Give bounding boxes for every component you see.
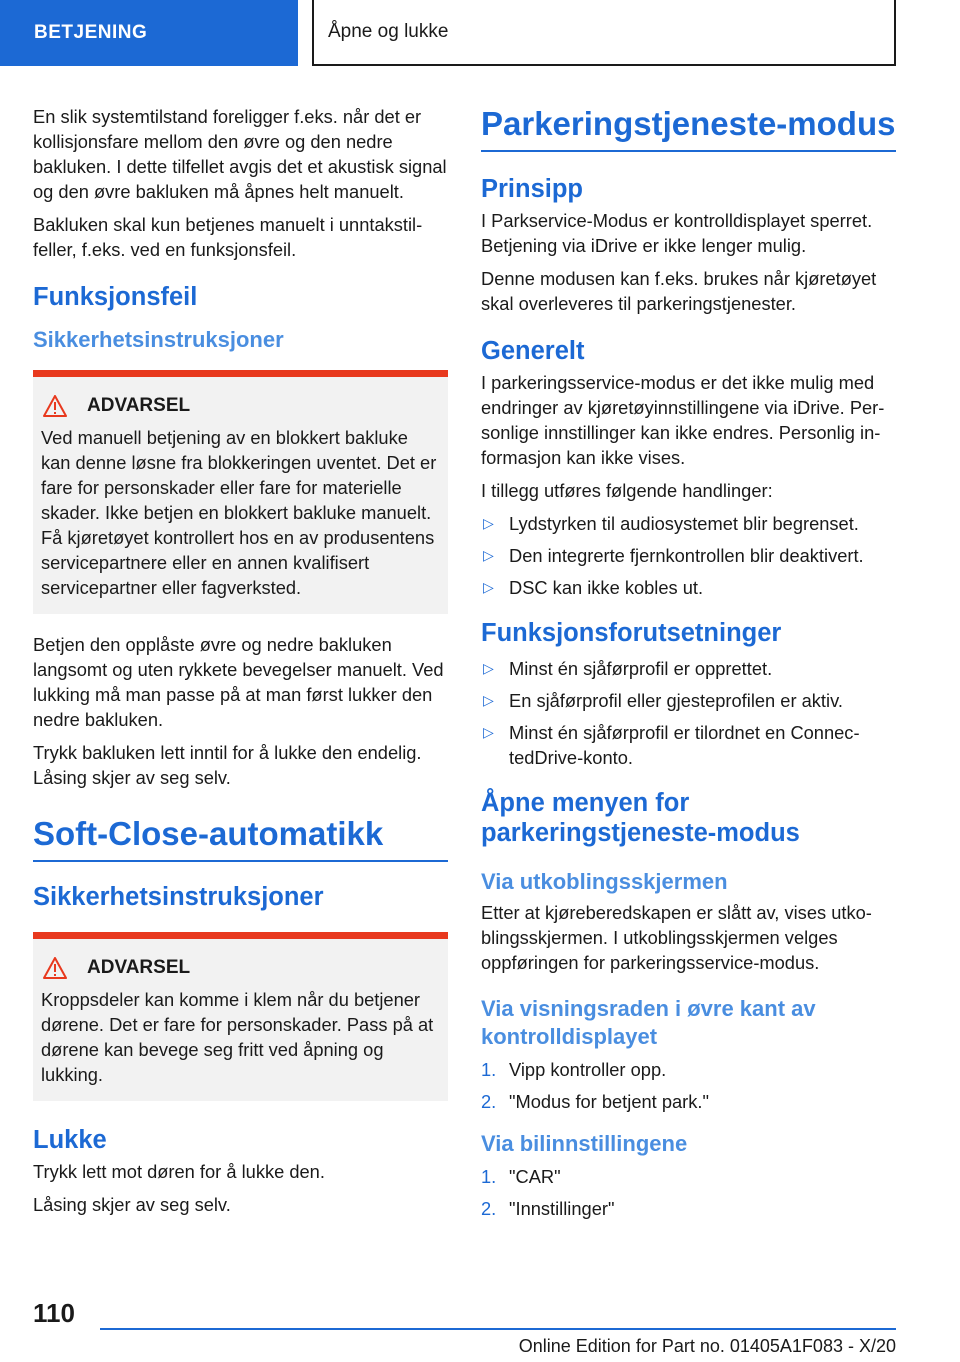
prinsipp-paragraph-1: I Parkservice-Modus er kontrolldisplayet sperret. Betjening via iDrive er ikke lenger mulig. (481, 210, 873, 256)
warning-box-2 (33, 932, 448, 1101)
warning-triangle-icon (43, 957, 67, 979)
list-item (481, 1057, 896, 1082)
step-number: 2. (481, 1198, 497, 1219)
page-number: 110 (33, 1298, 75, 1328)
section-tab: BETJENING (0, 0, 298, 66)
generelt-paragraph-2: I tillegg utføres følgende handlinger: (481, 480, 773, 501)
triangle-bullet-icon: ▷ (483, 547, 494, 563)
heading-prinsipp: Prinsipp (481, 175, 584, 203)
intro-paragraph-2: Bakluken skal kun betjenes manuelt i unntakstilfeller, f.eks. ved en funksjonsfeil. (33, 214, 423, 260)
heading-sikkerhet-1: Sikkerhetsinstruksjoner (33, 327, 284, 352)
step-text: "Innstillinger" (509, 1198, 615, 1219)
heading-funksjonsforutsetninger: Funksjonsforutsetninger (481, 619, 782, 647)
warning-triangle-icon (43, 395, 67, 417)
warning-title-2 (41, 957, 440, 979)
via-utkobling-paragraph: Etter at kjøreberedskapen er slått av, vises utkoblingsskjermen. I utkoblingsskjermen velges oppføringen for parkeringsservice-modus. (481, 902, 872, 973)
triangle-bullet-icon: ▷ (483, 724, 494, 740)
list-item-text: DSC kan ikke kobles ut. (509, 577, 704, 598)
list-item-text: Den integrerte fjernkontrollen blir deaktivert. (509, 545, 864, 566)
list-item (481, 1089, 896, 1114)
forutsetninger-list (481, 656, 896, 770)
list-item (481, 575, 896, 600)
chapter-title: Åpne og lukke (312, 0, 896, 66)
heading-parkeringstjeneste: Parkeringstjeneste-modus (481, 104, 896, 152)
generelt-paragraph-1: I parkeringsservice-modus er det ikke mulig med endringer av kjøretøyinnstillingene via iDrive. Personlige innstillinger kan ikke endres. Personlig informasjon kan ikke vises. (481, 372, 885, 468)
triangle-bullet-icon: ▷ (483, 579, 494, 595)
warning-text-2: Kroppsdeler kan komme i klem når du betjener dørene. Det er fare for personskader. Pass på at dørene kan bevege seg fritt ved åpning og lukking. (41, 989, 434, 1085)
heading-sikkerhet-2: Sikkerhetsinstruksjoner (33, 883, 324, 911)
list-item (481, 543, 896, 568)
step-number: 1. (481, 1166, 497, 1187)
triangle-bullet-icon: ▷ (483, 515, 494, 531)
generelt-list (481, 511, 896, 600)
list-item (481, 1196, 896, 1221)
lukke-paragraph-1: Trykk lett mot døren for å lukke den. (33, 1161, 325, 1182)
step-text: Vipp kontroller opp. (509, 1059, 667, 1080)
triangle-bullet-icon: ▷ (483, 692, 494, 708)
bil-steps (481, 1164, 896, 1221)
list-item (481, 511, 896, 536)
heading-generelt: Generelt (481, 337, 585, 365)
warning-title-text-1: ADVARSEL (87, 395, 191, 416)
visning-steps (481, 1057, 896, 1114)
warning-title-1 (41, 395, 440, 417)
list-item (481, 720, 896, 770)
list-item-text: Minst én sjåførprofil er opprettet. (509, 658, 773, 679)
paragraph-betjen: Betjen den opplåste øvre og nedre bakluken langsomt og uten rykkete bevegelser manuelt. Ved lukking må man passe på at man først lukker den nedre bakluken. (33, 634, 444, 730)
heading-lukke: Lukke (33, 1126, 107, 1154)
step-number: 1. (481, 1059, 497, 1080)
footer-divider (100, 1328, 896, 1330)
warning-text-1: Ved manuell betjening av en blokkert bakluke kan denne løsne fra blokkeringen uventet. Det er fare for personskader eller fare for materielle skader. Ikke betjen en blokkert bakluke manuelt. Få kjøretøyet kontrollert hos en av produsentens servicepartnere eller en annen kvalifisert servicepartner eller fagverksted. (41, 427, 437, 598)
heading-via-visningsraden: Via visningsraden i øvre kant av kontrolldisplayet (481, 996, 816, 1049)
heading-funksjonsfeil: Funksjonsfeil (33, 283, 198, 311)
list-item (481, 1164, 896, 1189)
list-item-text: Minst én sjåførprofil er tilordnet en ConnectedDrive-konto. (509, 722, 860, 768)
step-number: 2. (481, 1091, 497, 1112)
left-column (33, 104, 448, 1225)
heading-via-utkobling: Via utkoblingsskjermen (481, 869, 728, 894)
intro-paragraph-1: En slik systemtilstand foreligger f.eks. når det er kollisjonsfare mellom den øvre og den nedre bakluken. I dette tilfellet avgis det et akustisk signal og den øvre bakluken må åpnes helt manuelt. (33, 106, 447, 202)
step-text: "CAR" (509, 1166, 561, 1187)
list-item (481, 688, 896, 713)
heading-apne-meny: Åpne menyen for parkeringstjeneste-modus (481, 789, 800, 847)
triangle-bullet-icon: ▷ (483, 660, 494, 676)
list-item (481, 656, 896, 681)
footer-edition: Online Edition for Part no. 01405A1F083 - X/20 (518, 1336, 896, 1356)
list-item-text: En sjåførprofil eller gjesteprofilen er aktiv. (509, 690, 843, 711)
prinsipp-paragraph-2: Denne modusen kan f.eks. brukes når kjøretøyet skal overleveres til parkeringstjenester. (481, 268, 877, 314)
heading-soft-close: Soft-Close-automatikk (33, 814, 448, 862)
heading-via-bilinnstillingene: Via bilinnstillingene (481, 1131, 688, 1156)
list-item-text: Lydstyrken til audiosystemet blir begrenset. (509, 513, 859, 534)
right-column (481, 104, 896, 1229)
warning-title-text-2: ADVARSEL (87, 957, 191, 978)
step-text: "Modus for betjent park." (509, 1091, 709, 1112)
warning-box-1 (33, 370, 448, 614)
paragraph-trykk: Trykk bakluken lett inntil for å lukke den endelig. Låsing skjer av seg selv. (33, 742, 422, 788)
lukke-paragraph-2: Låsing skjer av seg selv. (33, 1194, 231, 1215)
